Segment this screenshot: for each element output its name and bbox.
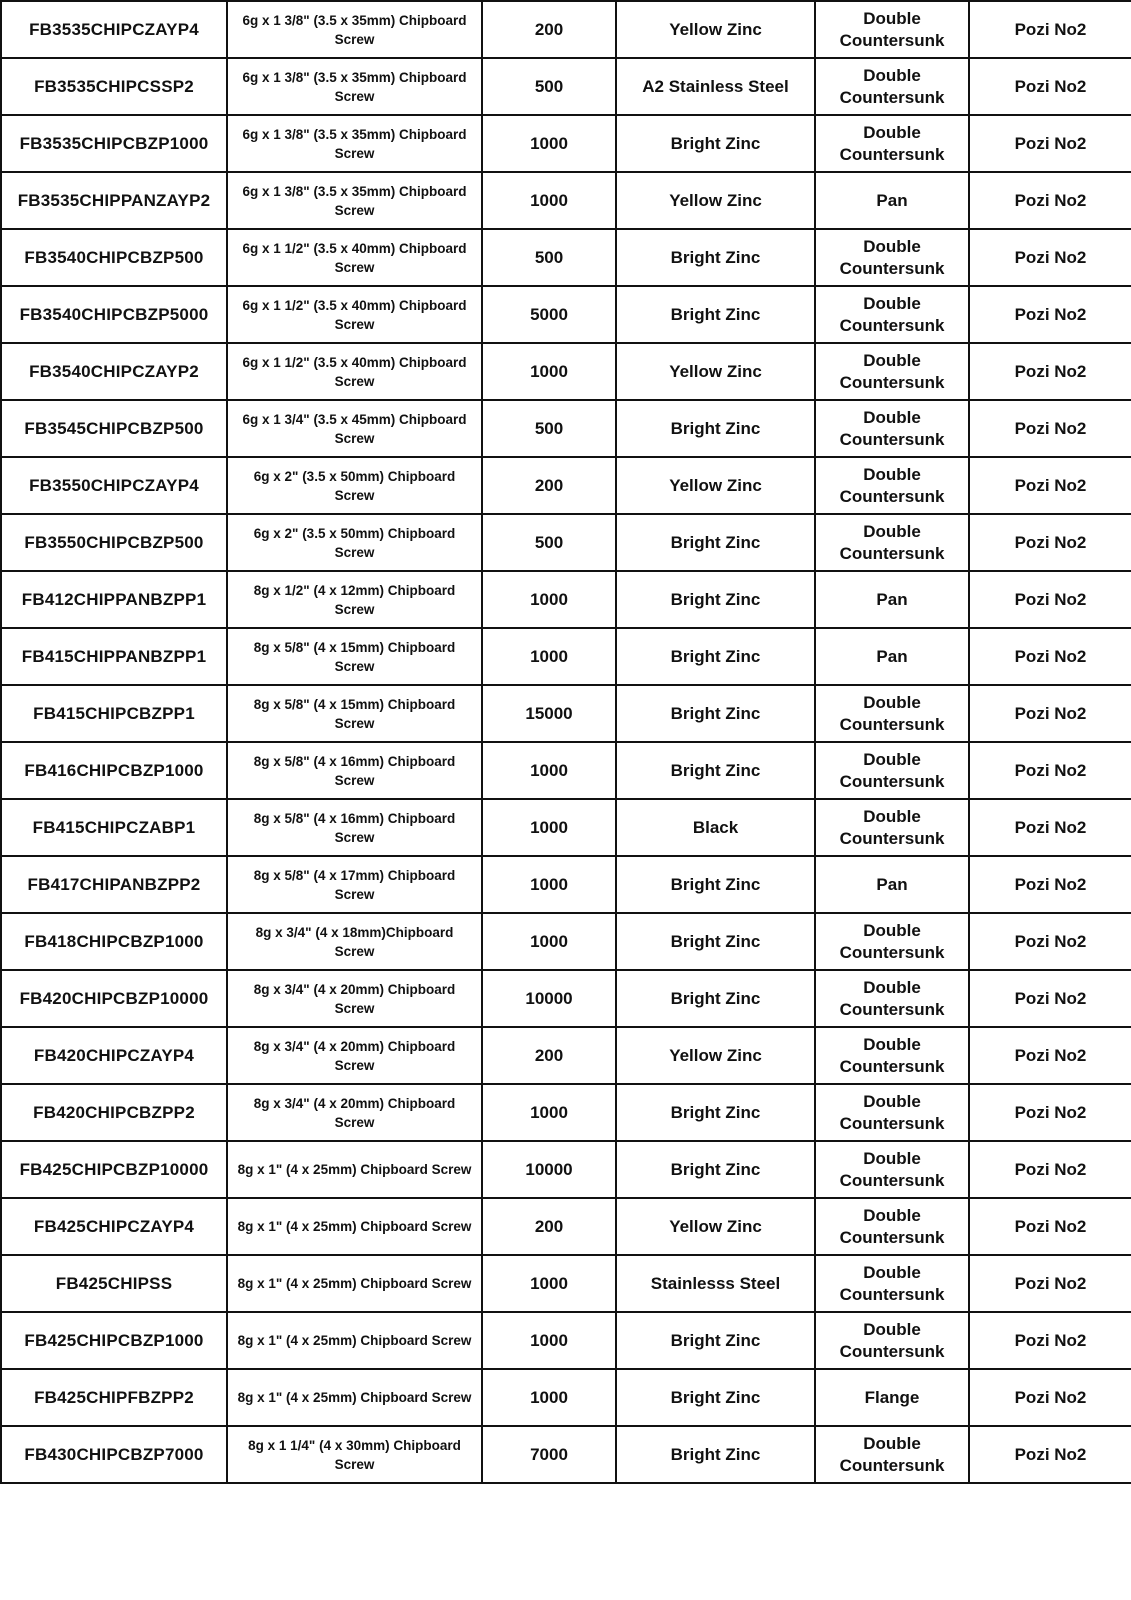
drive-type-cell: Pozi No2: [969, 1, 1131, 58]
finish-cell: Bright Zinc: [616, 514, 815, 571]
finish-cell: Stainlesss Steel: [616, 1255, 815, 1312]
drive-type-cell: Pozi No2: [969, 514, 1131, 571]
description-cell: 6g x 1 1/2" (3.5 x 40mm) Chipboard Screw: [227, 229, 482, 286]
drive-type-cell: Pozi No2: [969, 58, 1131, 115]
table-row: [1, 58, 1131, 115]
description-cell: 6g x 1 1/2" (3.5 x 40mm) Chipboard Screw: [227, 343, 482, 400]
head-type-cell: Double Countersunk: [815, 1198, 969, 1255]
product-code-cell: FB417CHIPANBZPP2: [1, 856, 227, 913]
product-code-cell: FB3545CHIPCBZP500: [1, 400, 227, 457]
finish-cell: Bright Zinc: [616, 229, 815, 286]
finish-cell: Yellow Zinc: [616, 172, 815, 229]
description-cell: 8g x 1" (4 x 25mm) Chipboard Screw: [227, 1369, 482, 1426]
description-cell: 6g x 1 3/8" (3.5 x 35mm) Chipboard Screw: [227, 172, 482, 229]
head-type-cell: Double Countersunk: [815, 1141, 969, 1198]
quantity-cell: 500: [482, 58, 616, 115]
drive-type-cell: Pozi No2: [969, 115, 1131, 172]
drive-type-cell: Pozi No2: [969, 685, 1131, 742]
quantity-cell: 1000: [482, 799, 616, 856]
product-code-cell: FB3535CHIPCSSP2: [1, 58, 227, 115]
table-row: [1, 1141, 1131, 1198]
quantity-cell: 10000: [482, 970, 616, 1027]
table-row: [1, 571, 1131, 628]
table-row: [1, 1255, 1131, 1312]
description-cell: 6g x 1 3/4" (3.5 x 45mm) Chipboard Screw: [227, 400, 482, 457]
description-cell: 8g x 5/8" (4 x 15mm) Chipboard Screw: [227, 628, 482, 685]
drive-type-cell: Pozi No2: [969, 913, 1131, 970]
head-type-cell: Double Countersunk: [815, 685, 969, 742]
finish-cell: Bright Zinc: [616, 286, 815, 343]
finish-cell: Yellow Zinc: [616, 1, 815, 58]
drive-type-cell: Pozi No2: [969, 1027, 1131, 1084]
product-code-cell: FB425CHIPFBZPP2: [1, 1369, 227, 1426]
table-row: [1, 1198, 1131, 1255]
table-row: [1, 115, 1131, 172]
description-cell: 8g x 1" (4 x 25mm) Chipboard Screw: [227, 1255, 482, 1312]
product-code-cell: FB420CHIPCBZP10000: [1, 970, 227, 1027]
description-cell: 8g x 5/8" (4 x 17mm) Chipboard Screw: [227, 856, 482, 913]
product-code-cell: FB3535CHIPCZAYP4: [1, 1, 227, 58]
finish-cell: Bright Zinc: [616, 1426, 815, 1483]
quantity-cell: 10000: [482, 1141, 616, 1198]
quantity-cell: 500: [482, 229, 616, 286]
finish-cell: Bright Zinc: [616, 970, 815, 1027]
drive-type-cell: Pozi No2: [969, 1141, 1131, 1198]
drive-type-cell: Pozi No2: [969, 1198, 1131, 1255]
quantity-cell: 200: [482, 457, 616, 514]
finish-cell: Bright Zinc: [616, 1084, 815, 1141]
finish-cell: Yellow Zinc: [616, 1027, 815, 1084]
table-row: [1, 1084, 1131, 1141]
finish-cell: Bright Zinc: [616, 628, 815, 685]
finish-cell: Bright Zinc: [616, 571, 815, 628]
drive-type-cell: Pozi No2: [969, 172, 1131, 229]
quantity-cell: 1000: [482, 343, 616, 400]
product-code-cell: FB3540CHIPCBZP5000: [1, 286, 227, 343]
drive-type-cell: Pozi No2: [969, 457, 1131, 514]
drive-type-cell: Pozi No2: [969, 970, 1131, 1027]
description-cell: 8g x 3/4" (4 x 20mm) Chipboard Screw: [227, 970, 482, 1027]
drive-type-cell: Pozi No2: [969, 571, 1131, 628]
description-cell: 8g x 3/4" (4 x 20mm) Chipboard Screw: [227, 1084, 482, 1141]
finish-cell: Bright Zinc: [616, 400, 815, 457]
table-row: [1, 514, 1131, 571]
finish-cell: Bright Zinc: [616, 913, 815, 970]
table-row: [1, 457, 1131, 514]
head-type-cell: Double Countersunk: [815, 1312, 969, 1369]
quantity-cell: 500: [482, 400, 616, 457]
head-type-cell: Double Countersunk: [815, 1027, 969, 1084]
head-type-cell: Flange: [815, 1369, 969, 1426]
quantity-cell: 500: [482, 514, 616, 571]
finish-cell: Bright Zinc: [616, 1369, 815, 1426]
quantity-cell: 1000: [482, 856, 616, 913]
table-row: [1, 970, 1131, 1027]
drive-type-cell: Pozi No2: [969, 856, 1131, 913]
drive-type-cell: Pozi No2: [969, 799, 1131, 856]
head-type-cell: Double Countersunk: [815, 286, 969, 343]
product-code-cell: FB420CHIPCZAYP4: [1, 1027, 227, 1084]
product-code-cell: FB3550CHIPCZAYP4: [1, 457, 227, 514]
drive-type-cell: Pozi No2: [969, 1255, 1131, 1312]
head-type-cell: Double Countersunk: [815, 229, 969, 286]
drive-type-cell: Pozi No2: [969, 628, 1131, 685]
table-row: [1, 343, 1131, 400]
head-type-cell: Double Countersunk: [815, 343, 969, 400]
head-type-cell: Pan: [815, 628, 969, 685]
quantity-cell: 1000: [482, 1369, 616, 1426]
drive-type-cell: Pozi No2: [969, 742, 1131, 799]
head-type-cell: Double Countersunk: [815, 1255, 969, 1312]
product-code-cell: FB3535CHIPCBZP1000: [1, 115, 227, 172]
table-row: [1, 1426, 1131, 1483]
head-type-cell: Double Countersunk: [815, 970, 969, 1027]
table-row: [1, 628, 1131, 685]
description-cell: 6g x 1 1/2" (3.5 x 40mm) Chipboard Screw: [227, 286, 482, 343]
description-cell: 8g x 1" (4 x 25mm) Chipboard Screw: [227, 1312, 482, 1369]
table-row: [1, 172, 1131, 229]
table-row: [1, 1369, 1131, 1426]
product-code-cell: FB425CHIPCBZP10000: [1, 1141, 227, 1198]
product-code-cell: FB3535CHIPPANZAYP2: [1, 172, 227, 229]
drive-type-cell: Pozi No2: [969, 1369, 1131, 1426]
quantity-cell: 15000: [482, 685, 616, 742]
finish-cell: A2 Stainless Steel: [616, 58, 815, 115]
finish-cell: Yellow Zinc: [616, 457, 815, 514]
finish-cell: Bright Zinc: [616, 1312, 815, 1369]
description-cell: 8g x 3/4" (4 x 18mm)Chipboard Screw: [227, 913, 482, 970]
product-code-cell: FB415CHIPCZABP1: [1, 799, 227, 856]
finish-cell: Bright Zinc: [616, 742, 815, 799]
table-row: [1, 1312, 1131, 1369]
description-cell: 6g x 2" (3.5 x 50mm) Chipboard Screw: [227, 514, 482, 571]
product-code-cell: FB425CHIPSS: [1, 1255, 227, 1312]
drive-type-cell: Pozi No2: [969, 1426, 1131, 1483]
quantity-cell: 1000: [482, 1255, 616, 1312]
finish-cell: Bright Zinc: [616, 1141, 815, 1198]
head-type-cell: Pan: [815, 856, 969, 913]
description-cell: 8g x 5/8" (4 x 16mm) Chipboard Screw: [227, 799, 482, 856]
product-code-cell: FB415CHIPCBZPP1: [1, 685, 227, 742]
head-type-cell: Double Countersunk: [815, 913, 969, 970]
description-cell: 8g x 3/4" (4 x 20mm) Chipboard Screw: [227, 1027, 482, 1084]
quantity-cell: 1000: [482, 1084, 616, 1141]
product-code-cell: FB425CHIPCBZP1000: [1, 1312, 227, 1369]
quantity-cell: 1000: [482, 571, 616, 628]
product-table-body: [1, 1, 1131, 1483]
quantity-cell: 1000: [482, 628, 616, 685]
product-code-cell: FB3540CHIPCBZP500: [1, 229, 227, 286]
table-row: [1, 1027, 1131, 1084]
head-type-cell: Double Countersunk: [815, 58, 969, 115]
drive-type-cell: Pozi No2: [969, 400, 1131, 457]
description-cell: 8g x 1 1/4" (4 x 30mm) Chipboard Screw: [227, 1426, 482, 1483]
finish-cell: Bright Zinc: [616, 685, 815, 742]
finish-cell: Black: [616, 799, 815, 856]
table-row: [1, 856, 1131, 913]
finish-cell: Yellow Zinc: [616, 1198, 815, 1255]
quantity-cell: 200: [482, 1198, 616, 1255]
product-code-cell: FB415CHIPPANBZPP1: [1, 628, 227, 685]
head-type-cell: Pan: [815, 172, 969, 229]
finish-cell: Yellow Zinc: [616, 343, 815, 400]
drive-type-cell: Pozi No2: [969, 1312, 1131, 1369]
quantity-cell: 1000: [482, 172, 616, 229]
description-cell: 8g x 1" (4 x 25mm) Chipboard Screw: [227, 1198, 482, 1255]
description-cell: 6g x 1 3/8" (3.5 x 35mm) Chipboard Screw: [227, 58, 482, 115]
product-code-cell: FB416CHIPCBZP1000: [1, 742, 227, 799]
product-code-cell: FB3540CHIPCZAYP2: [1, 343, 227, 400]
product-code-cell: FB412CHIPPANBZPP1: [1, 571, 227, 628]
quantity-cell: 7000: [482, 1426, 616, 1483]
description-cell: 8g x 5/8" (4 x 16mm) Chipboard Screw: [227, 742, 482, 799]
head-type-cell: Double Countersunk: [815, 400, 969, 457]
head-type-cell: Double Countersunk: [815, 799, 969, 856]
product-code-cell: FB425CHIPCZAYP4: [1, 1198, 227, 1255]
head-type-cell: Double Countersunk: [815, 457, 969, 514]
drive-type-cell: Pozi No2: [969, 343, 1131, 400]
table-row: [1, 400, 1131, 457]
drive-type-cell: Pozi No2: [969, 1084, 1131, 1141]
description-cell: 8g x 5/8" (4 x 15mm) Chipboard Screw: [227, 685, 482, 742]
table-row: [1, 1, 1131, 58]
head-type-cell: Double Countersunk: [815, 1426, 969, 1483]
quantity-cell: 200: [482, 1, 616, 58]
table-row: [1, 913, 1131, 970]
quantity-cell: 1000: [482, 742, 616, 799]
head-type-cell: Double Countersunk: [815, 742, 969, 799]
product-code-cell: FB3550CHIPCBZP500: [1, 514, 227, 571]
description-cell: 8g x 1/2" (4 x 12mm) Chipboard Screw: [227, 571, 482, 628]
product-code-cell: FB418CHIPCBZP1000: [1, 913, 227, 970]
head-type-cell: Double Countersunk: [815, 115, 969, 172]
table-row: [1, 685, 1131, 742]
head-type-cell: Pan: [815, 571, 969, 628]
product-code-cell: FB430CHIPCBZP7000: [1, 1426, 227, 1483]
description-cell: 8g x 1" (4 x 25mm) Chipboard Screw: [227, 1141, 482, 1198]
quantity-cell: 1000: [482, 913, 616, 970]
description-cell: 6g x 2" (3.5 x 50mm) Chipboard Screw: [227, 457, 482, 514]
finish-cell: Bright Zinc: [616, 856, 815, 913]
quantity-cell: 1000: [482, 1312, 616, 1369]
drive-type-cell: Pozi No2: [969, 229, 1131, 286]
quantity-cell: 1000: [482, 115, 616, 172]
table-row: [1, 286, 1131, 343]
head-type-cell: Double Countersunk: [815, 514, 969, 571]
description-cell: 6g x 1 3/8" (3.5 x 35mm) Chipboard Screw: [227, 115, 482, 172]
drive-type-cell: Pozi No2: [969, 286, 1131, 343]
finish-cell: Bright Zinc: [616, 115, 815, 172]
quantity-cell: 200: [482, 1027, 616, 1084]
product-code-cell: FB420CHIPCBZPP2: [1, 1084, 227, 1141]
table-row: [1, 742, 1131, 799]
description-cell: 6g x 1 3/8" (3.5 x 35mm) Chipboard Screw: [227, 1, 482, 58]
head-type-cell: Double Countersunk: [815, 1084, 969, 1141]
quantity-cell: 5000: [482, 286, 616, 343]
table-row: [1, 229, 1131, 286]
head-type-cell: Double Countersunk: [815, 1, 969, 58]
table-row: [1, 799, 1131, 856]
